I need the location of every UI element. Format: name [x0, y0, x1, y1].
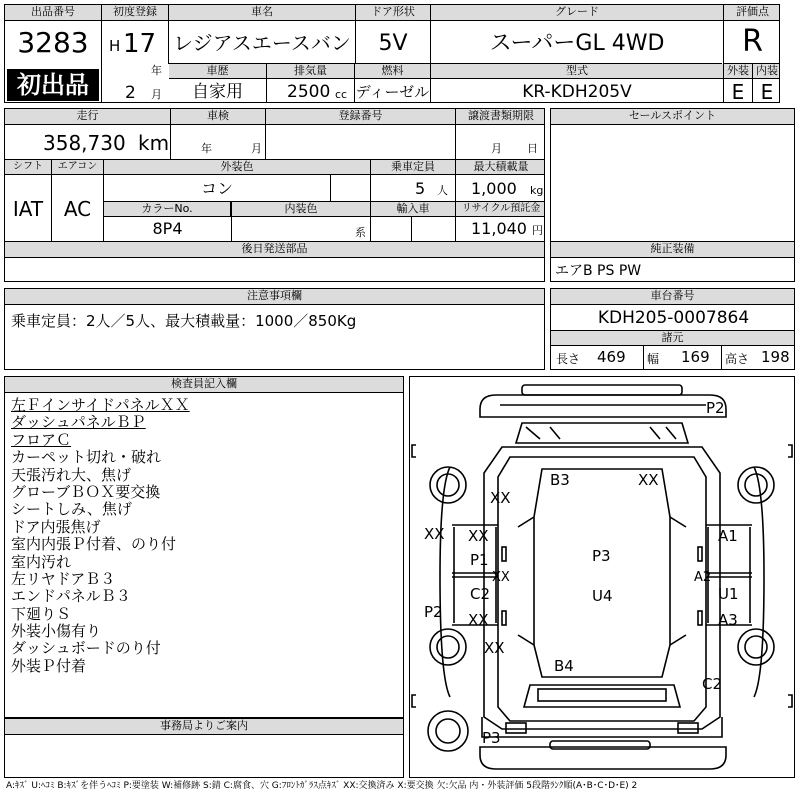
- inspector-box: [4, 376, 404, 718]
- ext-color-value: コン: [200, 179, 233, 198]
- score-value: R: [742, 24, 763, 59]
- capacity-label: 乗車定員: [371, 160, 455, 175]
- transfer-day-unit: 日: [527, 142, 538, 155]
- inspection-month-unit: 月: [251, 142, 262, 155]
- reg-no-label: 登録番号: [266, 109, 455, 125]
- reg-year-value: 17: [123, 29, 157, 59]
- car-name-label: 車名: [169, 5, 355, 21]
- length-label: 長さ: [556, 352, 581, 366]
- shift-label: シフト: [5, 160, 51, 175]
- later-parts-label: 後日発送部品: [5, 242, 544, 258]
- mark-b3: B3: [550, 471, 570, 489]
- color-no-label: カラーNo.: [104, 202, 231, 217]
- transfer-month-unit: 月: [491, 142, 502, 155]
- lot-number: 3283: [17, 26, 89, 59]
- int-color-label: 内装色: [232, 202, 370, 217]
- width-label: 幅: [647, 352, 660, 366]
- vehicle-info-box: [4, 108, 545, 242]
- inspector-note: 下廻りＳ: [11, 604, 72, 623]
- inspector-note: 外装Ｐ付着: [11, 656, 87, 675]
- inspector-notes: [11, 397, 190, 675]
- inspector-note: カーペット切れ・破れ: [11, 448, 162, 467]
- mark-xx-top-right: XX: [638, 471, 659, 489]
- shift-value: IAT: [12, 197, 44, 221]
- inspector-note: 左リヤドアＢ３: [11, 569, 116, 588]
- max-load-unit: kg: [530, 184, 544, 197]
- mark-c2-left: C2: [470, 585, 491, 603]
- inspector-note: 天張汚れ大、焦げ: [11, 465, 132, 484]
- capacity-value: 5: [415, 179, 426, 198]
- inspection-label: 車検: [171, 109, 265, 125]
- mark-xx-left-rear: XX: [484, 639, 505, 657]
- door-value: 5V: [378, 31, 408, 56]
- transfer-label: 譲渡書類期限: [456, 109, 545, 125]
- recycle-label: リサイクル預託金: [456, 202, 545, 217]
- equipment-box: [550, 241, 795, 282]
- chassis-box: [550, 288, 795, 370]
- caution-text: 乗車定員：2人／5人、最大積載量：1000／850Kg: [11, 312, 357, 330]
- spec-label: 諸元: [551, 331, 794, 346]
- import-label: 輸入車: [371, 202, 455, 217]
- door-label: ドア形状: [356, 5, 430, 21]
- mark-u4: U4: [592, 587, 613, 605]
- displacement-value: 2500: [287, 82, 331, 102]
- recycle-unit: 円: [532, 224, 543, 237]
- header-box: [4, 4, 780, 103]
- car-name-value: レジアスエースバン: [173, 31, 351, 55]
- reg-year-unit: 年: [151, 64, 162, 77]
- chassis-label: 車台番号: [551, 289, 794, 305]
- displacement-unit: cc: [335, 88, 348, 101]
- reg-month-value: 2: [125, 83, 136, 103]
- lot-no-label: 出品番号: [5, 5, 101, 21]
- legend-text: A:ｷｽﾞ U:ﾍｺﾐ B:ｷｽﾞを伴うﾍｺﾐ P:要塗装 W:補修跡 S:錆 C:腐食、穴 G:ﾌﾛﾝﾄｶﾞﾗｽ点ｷｽﾞ XX:交換済み X:要交換 欠:欠品 内・外装評価 5段階ﾗﾝｸ順(A･B･C･D･E) 2: [6, 781, 638, 791]
- model-value: KR-KDH205V: [522, 82, 632, 102]
- mileage-value: 358,730: [43, 131, 126, 155]
- score-label: 評価点: [724, 5, 780, 21]
- inspector-note: 室内内張Ｐ付着、のり付: [11, 535, 177, 554]
- mark-p3-center: P3: [592, 547, 611, 565]
- capacity-unit: 人: [437, 184, 448, 197]
- car-diagram: [410, 377, 794, 777]
- mark-xx-left-door-front: XX: [468, 527, 489, 545]
- mark-b4: B4: [554, 657, 574, 675]
- inspector-note: フロアＣ: [11, 430, 72, 449]
- inspector-note: グローブＢＯＸ要交換: [11, 482, 161, 501]
- chassis-number: KDH205-0007864: [597, 308, 750, 328]
- mark-u1: U1: [718, 585, 739, 603]
- office-box: [4, 718, 404, 778]
- inspector-note: ドア内張焦げ: [11, 517, 101, 536]
- history-label: 車歴: [169, 64, 266, 79]
- mark-a1: A1: [718, 527, 738, 545]
- displacement-label: 排気量: [267, 64, 354, 79]
- mark-a3: A3: [718, 611, 738, 629]
- mark-xx-left: XX: [424, 525, 445, 543]
- inspector-note: エンドパネルＢ３: [11, 587, 131, 606]
- mileage-label: 走行: [5, 109, 170, 125]
- exterior-value: E: [731, 80, 745, 103]
- model-label: 型式: [431, 64, 723, 79]
- length-value: 469: [597, 348, 626, 366]
- car-diagram-box: [409, 376, 795, 778]
- equipment-label: 純正装備: [551, 242, 794, 258]
- inspector-note: ダッシュパネルＢＰ: [11, 413, 146, 432]
- inspector-note: 外装小傷有り: [11, 622, 102, 641]
- inspector-note: ダッシュボードのり付: [11, 639, 161, 658]
- inspector-note: 左ＦインサイドパネルＸＸ: [11, 396, 190, 414]
- equipment-value: エアB PS PW: [555, 263, 642, 279]
- first-listing-badge: 初出品: [7, 69, 99, 101]
- grade-label: グレード: [431, 5, 723, 21]
- reg-month-unit: 月: [151, 88, 162, 101]
- ac-label: エアコン: [52, 160, 103, 175]
- caution-label: 注意事項欄: [5, 289, 544, 305]
- office-label: 事務局よりご案内: [5, 719, 403, 735]
- width-value: 169: [681, 348, 710, 366]
- fuel-value: ディーゼル: [355, 83, 430, 101]
- recycle-value: 11,040: [471, 219, 527, 238]
- fuel-label: 燃料: [355, 64, 430, 79]
- later-parts-box: [4, 241, 545, 282]
- max-load-label: 最大積載量: [456, 160, 545, 175]
- ext-color-label: 外装色: [104, 160, 370, 175]
- inspector-note: 室内汚れ: [11, 552, 72, 571]
- ac-value: AC: [63, 197, 92, 221]
- mark-a2: A2: [694, 570, 712, 585]
- era-value: H: [109, 37, 121, 55]
- grade-value: スーパーGL 4WD: [489, 31, 665, 56]
- sales-point-box: [550, 108, 795, 242]
- mark-p2-top: P2: [706, 399, 725, 417]
- mark-p2-left: P2: [424, 603, 443, 621]
- mark-xx-left-mid: XX: [492, 570, 510, 585]
- max-load-value: 1,000: [471, 179, 517, 198]
- color-no-value: 8P4: [152, 219, 183, 238]
- mileage-unit: km: [138, 131, 170, 155]
- interior-value: E: [760, 80, 774, 103]
- caution-box: [4, 288, 545, 370]
- mark-p1: P1: [470, 551, 489, 569]
- exterior-label: 外装: [724, 64, 752, 79]
- inspection-year-unit: 年: [201, 142, 212, 155]
- mark-c2-right: C2: [702, 675, 723, 693]
- mark-p3-bottom: P3: [482, 729, 501, 747]
- inspector-note: シートしみ、焦げ: [11, 500, 132, 519]
- height-label: 高さ: [725, 352, 750, 366]
- mark-xx-top-left: XX: [490, 489, 511, 507]
- interior-label: 内装: [753, 64, 780, 79]
- first-reg-label: 初度登録: [102, 5, 168, 21]
- int-color-unit: 系: [355, 226, 366, 239]
- history-value: 自家用: [192, 82, 243, 102]
- mark-xx-left-door-rear: XX: [468, 611, 489, 629]
- sales-point-label: セールスポイント: [551, 109, 794, 125]
- inspector-label: 検査員記入欄: [5, 377, 403, 393]
- height-value: 198: [761, 348, 790, 366]
